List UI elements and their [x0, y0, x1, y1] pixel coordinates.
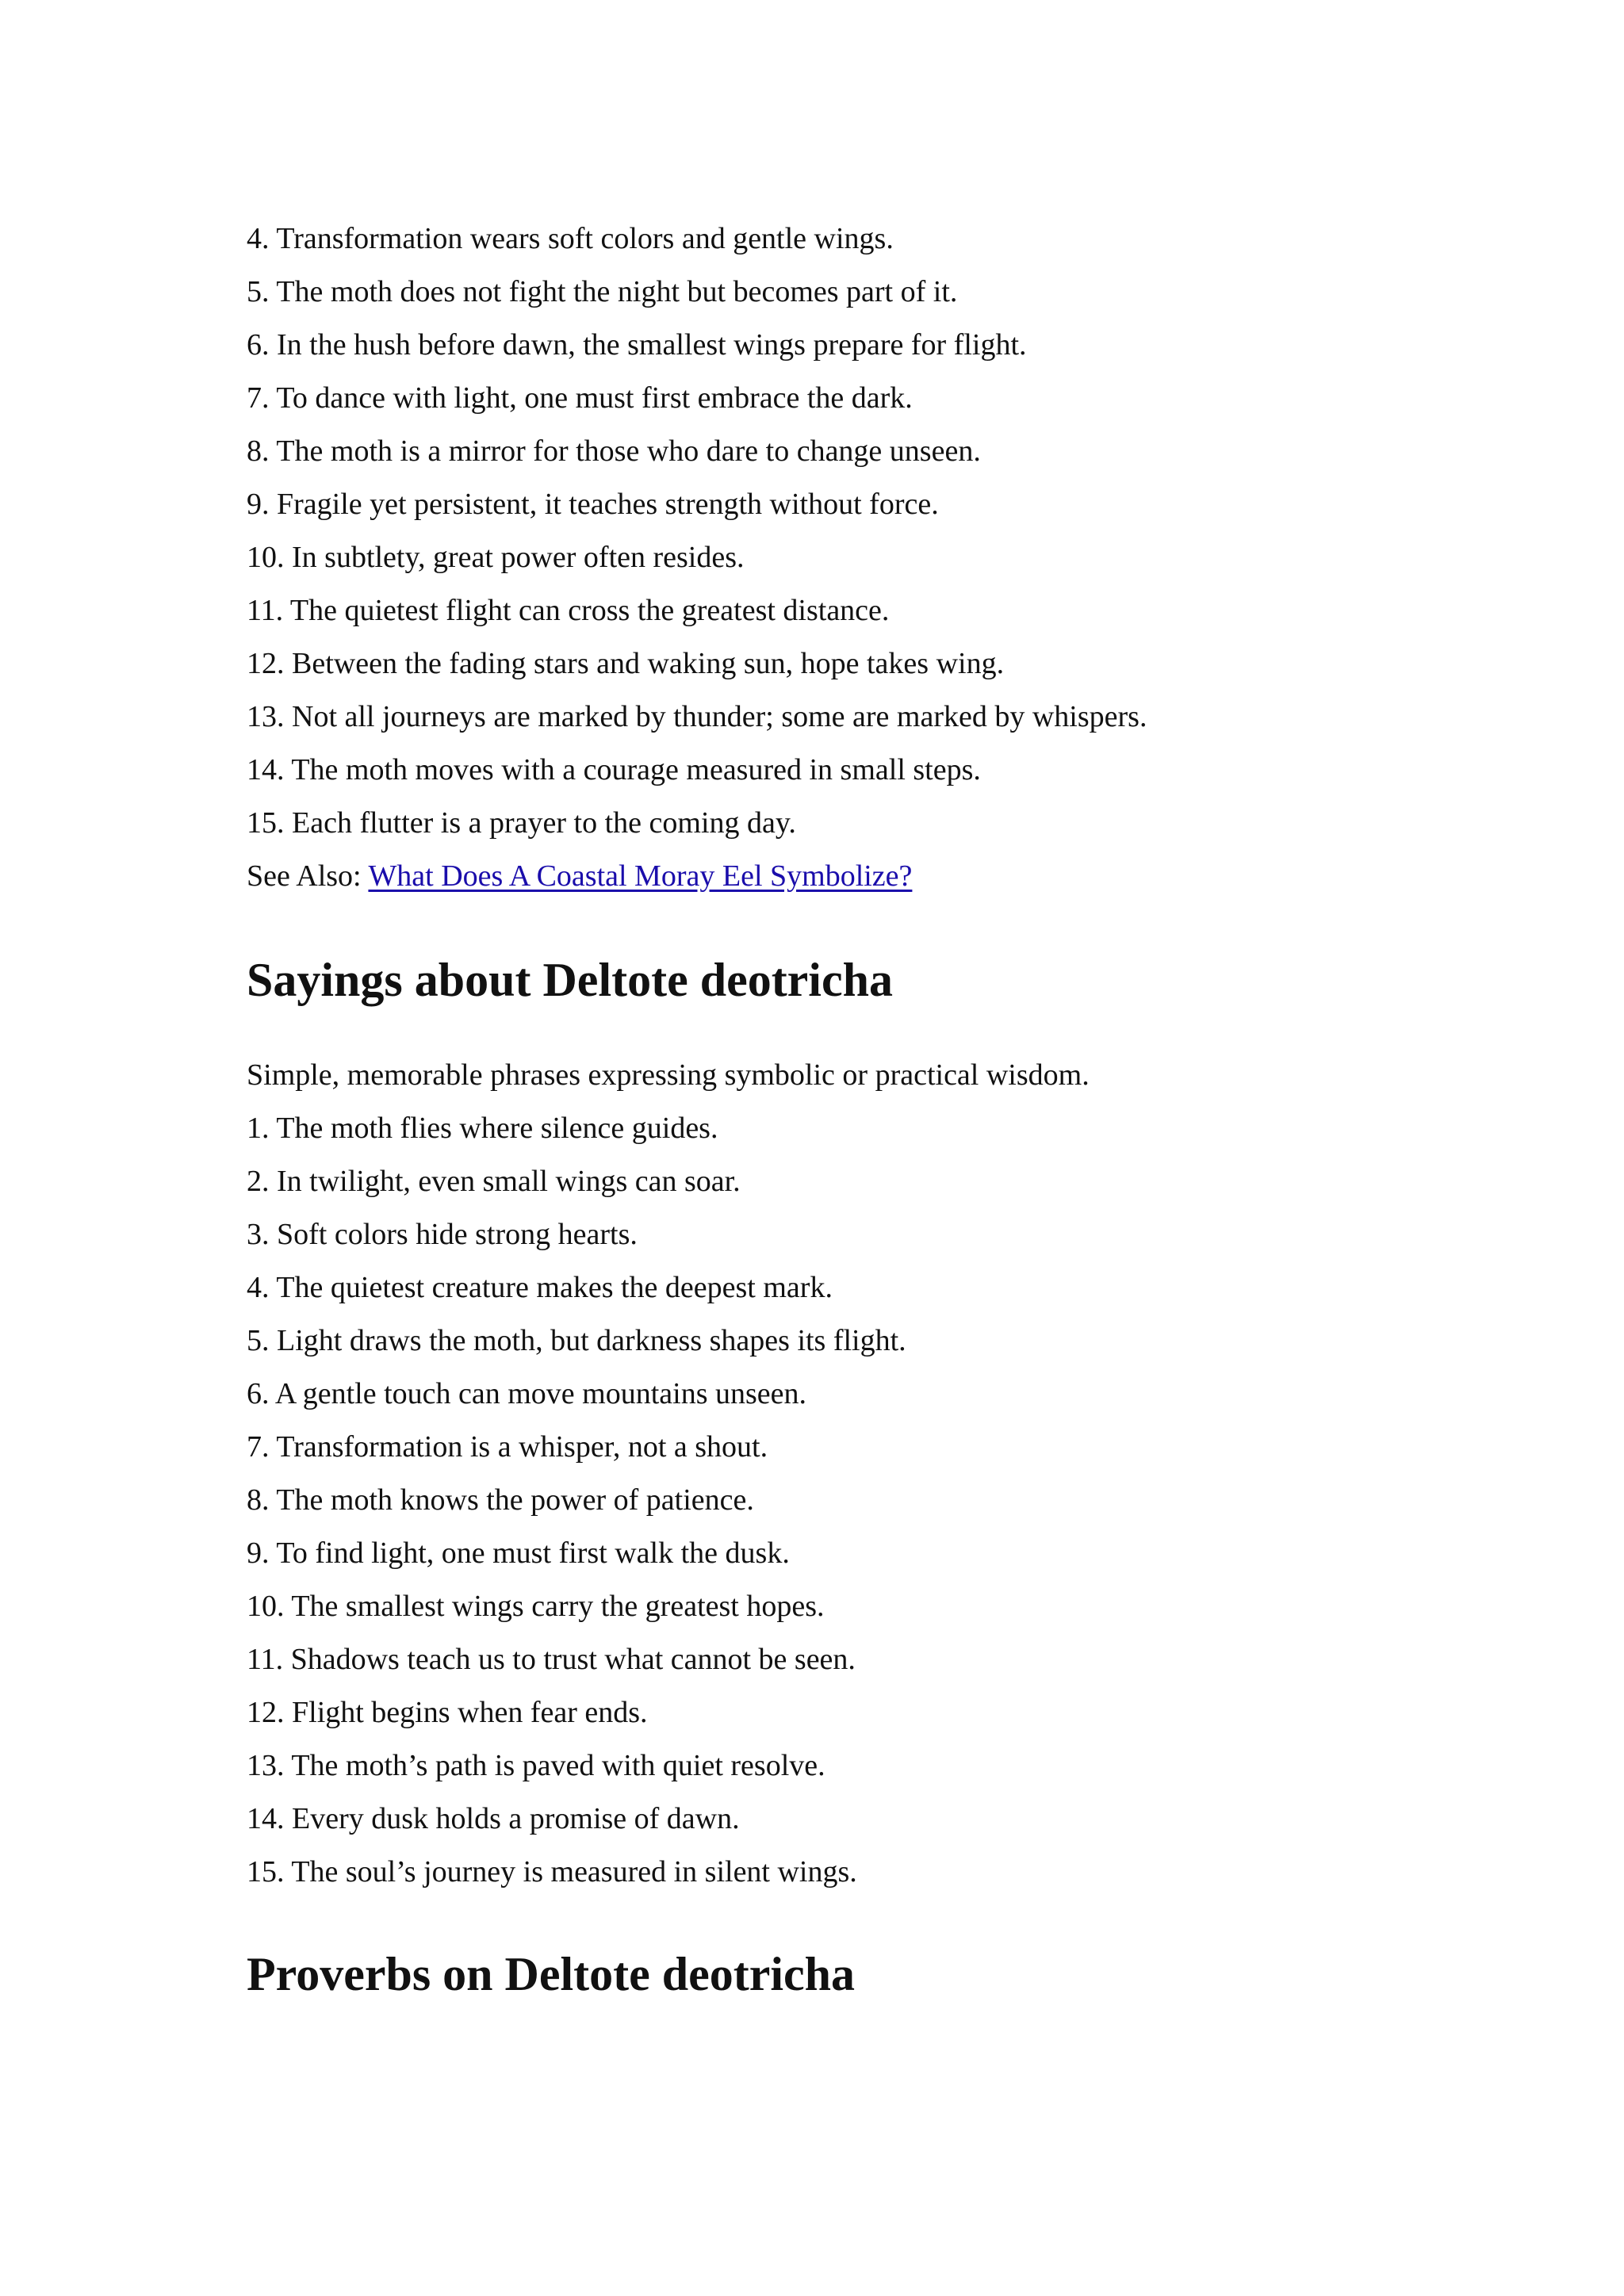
list-item: 9. To find light, one must first walk the dusk.: [247, 1536, 790, 1570]
list-item: 11. The quietest flight can cross the greatest distance.: [247, 594, 890, 627]
list-item: 12. Between the fading stars and waking sun, hope takes wing.: [247, 647, 1005, 680]
list-item: 5. Light draws the moth, but darkness shapes its flight.: [247, 1324, 906, 1357]
list-item: 7. Transformation is a whisper, not a shout.: [247, 1430, 768, 1464]
list-item: 14. The moth moves with a courage measured in small steps.: [247, 753, 981, 786]
list-item: 8. The moth knows the power of patience.: [247, 1483, 754, 1517]
list-item: 15. Each flutter is a prayer to the coming day.: [247, 806, 796, 840]
see-also-prefix: See Also:: [247, 859, 369, 893]
list-item: 3. Soft colors hide strong hearts.: [247, 1218, 638, 1251]
list-item: 8. The moth is a mirror for those who dare to change unseen.: [247, 434, 981, 468]
list-item: 10. In subtlety, great power often resides.: [247, 541, 745, 574]
list-item: 1. The moth flies where silence guides.: [247, 1112, 718, 1145]
list-item: 4. Transformation wears soft colors and gentle wings.: [247, 222, 894, 255]
list-item: 11. Shadows teach us to trust what cannot be seen.: [247, 1643, 856, 1676]
list-item: 10. The smallest wings carry the greatest hopes.: [247, 1590, 825, 1623]
list-item: 13. The moth’s path is paved with quiet resolve.: [247, 1749, 825, 1782]
list-item: 6. In the hush before dawn, the smallest wings prepare for flight.: [247, 328, 1027, 362]
list-item: 2. In twilight, even small wings can soar.: [247, 1165, 741, 1198]
list-item: 4. The quietest creature makes the deepest mark.: [247, 1271, 833, 1304]
quotes-list: [247, 212, 1436, 850]
list-item: 15. The soul’s journey is measured in silent wings.: [247, 1855, 857, 1888]
see-also-line: [247, 850, 1436, 903]
list-item: 13. Not all journeys are marked by thunder; some are marked by whispers.: [247, 700, 1147, 733]
list-item: 9. Fragile yet persistent, it teaches strength without force.: [247, 488, 939, 521]
section-heading-proverbs: Proverbs on Deltote deotricha: [247, 1948, 856, 2000]
sayings-list: [247, 1102, 1436, 1899]
section-heading-sayings: Sayings about Deltote deotricha: [247, 954, 893, 1006]
list-item: 7. To dance with light, one must first embrace the dark.: [247, 381, 913, 415]
section-intro: Simple, memorable phrases expressing symbolic or practical wisdom.: [247, 1058, 1090, 1092]
list-item: 14. Every dusk holds a promise of dawn.: [247, 1802, 740, 1835]
list-item: 5. The moth does not fight the night but becomes part of it.: [247, 275, 958, 308]
list-item: 6. A gentle touch can move mountains unseen.: [247, 1377, 807, 1410]
see-also-link[interactable]: What Does A Coastal Moray Eel Symbolize?: [368, 859, 913, 893]
document-page: [247, 212, 1436, 2042]
list-item: 12. Flight begins when fear ends.: [247, 1696, 648, 1729]
